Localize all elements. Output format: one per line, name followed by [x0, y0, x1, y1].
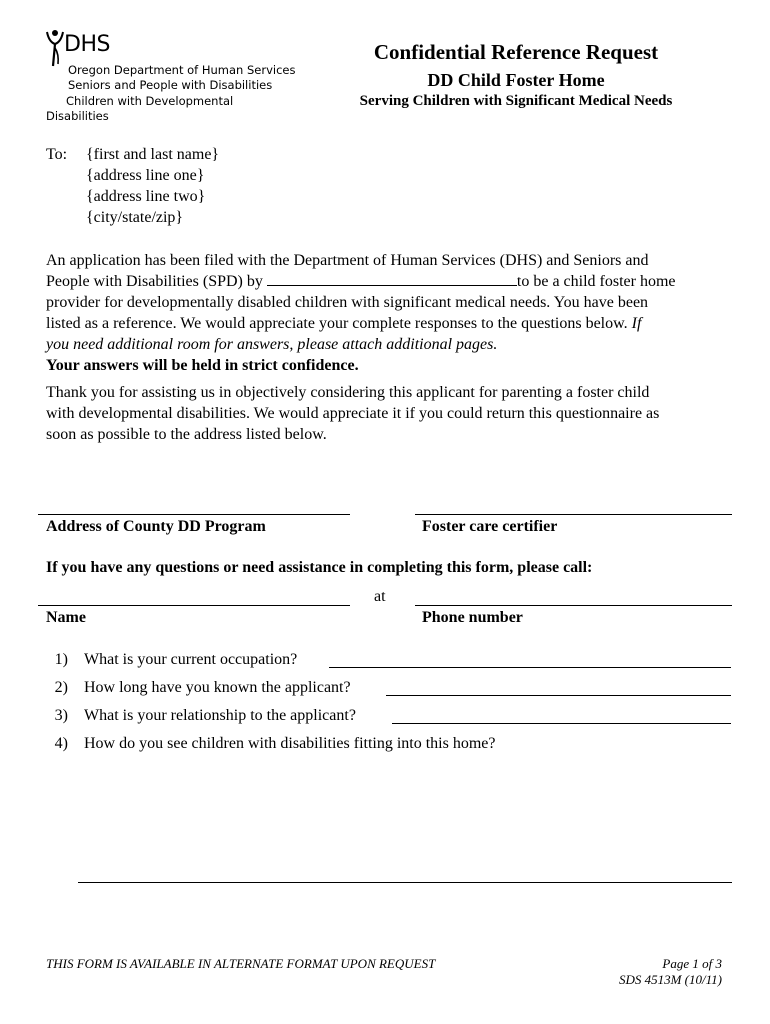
alternate-format-notice: THIS FORM IS AVAILABLE IN ALTERNATE FORMAT UPON REQUEST: [46, 956, 436, 971]
question-4: [46, 735, 736, 755]
question-text: What is your relationship to the applicant?: [84, 707, 356, 724]
answer-line-4[interactable]: [78, 882, 732, 883]
answer-area-4[interactable]: [78, 760, 732, 880]
phone-label: Phone number: [422, 609, 523, 626]
intro-line-2-start: People with Disabilities (SPD) by: [46, 273, 263, 290]
assistance-heading: If you have any questions or need assistance in completing this form, please call:: [46, 559, 593, 576]
name-label: Name: [46, 609, 86, 626]
question-1: [46, 651, 736, 671]
applicant-name-blank[interactable]: [267, 271, 517, 286]
certifier-line[interactable]: [415, 514, 732, 515]
intro-line-4: [46, 313, 736, 334]
thanks-line-1: Thank you for assisting us in objectively considering this applicant for parenting a foster child: [46, 384, 650, 401]
form-title: Confidential Reference Request: [373, 40, 659, 64]
address-line-one: {address line one}: [86, 167, 205, 184]
intro-line-3: provider for developmentally disabled children with significant medical needs. You have been: [46, 294, 649, 311]
question-text: How long have you known the applicant?: [84, 679, 351, 696]
address-name: {first and last name}: [86, 146, 220, 163]
question-number: 4): [54, 735, 68, 752]
agency-line-2: Seniors and People with Disabilities: [68, 78, 273, 92]
thanks-line-2: with developmental disabilities. We would appreciate it if you could return this questionnaire as: [46, 405, 660, 422]
confidence-note: Your answers will be held in strict confidence.: [46, 357, 359, 374]
intro-line-4-text: listed as a reference. We would appreciate your complete responses to the questions below.: [46, 315, 628, 332]
answer-line-2[interactable]: [386, 695, 731, 696]
question-2: [46, 679, 736, 699]
intro-line-5: [46, 334, 736, 355]
county-address-label: Address of County DD Program: [46, 518, 266, 535]
logo-text: DHS: [64, 32, 110, 57]
at-label: at: [374, 588, 386, 605]
intro-paragraph: [46, 250, 736, 376]
intro-line-4-italic: If: [631, 315, 642, 332]
phone-number-line[interactable]: [415, 605, 732, 606]
form-tagline: Serving Children with Significant Medical Needs: [359, 93, 673, 109]
address-line-two: {address line two}: [86, 188, 206, 205]
contact-name-line[interactable]: [38, 605, 350, 606]
thanks-paragraph: [46, 382, 736, 445]
question-number: 2): [54, 679, 68, 696]
question-text: What is your current occupation?: [84, 651, 298, 668]
intro-line-1: An application has been filed with the Department of Human Services (DHS) and Seniors and: [46, 252, 649, 269]
agency-line-1: Oregon Department of Human Services: [68, 63, 296, 77]
page-number: Page 1 of 3: [662, 956, 722, 971]
intro-line-2: [46, 271, 736, 292]
question-3: [46, 707, 736, 727]
intro-line-2-end: to be a child foster home: [516, 273, 676, 290]
question-number: 1): [54, 651, 68, 668]
to-label: To:: [46, 146, 68, 163]
agency-line-4: Disabilities: [46, 109, 109, 123]
question-text: How do you see children with disabilities fitting into this home?: [84, 735, 496, 752]
person-figure-icon: [44, 28, 66, 68]
agency-line-3: Children with Developmental: [66, 94, 234, 108]
answer-line-1[interactable]: [329, 667, 731, 668]
question-number: 3): [54, 707, 68, 724]
form-subtitle: DD Child Foster Home: [427, 70, 605, 90]
certifier-label: Foster care certifier: [422, 518, 558, 535]
form-code: SDS 4513M (10/11): [618, 972, 722, 987]
thanks-line-3: soon as possible to the address listed below.: [46, 426, 327, 443]
address-city-state-zip: {city/state/zip}: [86, 209, 184, 226]
additional-pages-note: you need additional room for answers, please attach additional pages.: [46, 336, 498, 353]
county-address-line[interactable]: [38, 514, 350, 515]
answer-line-3[interactable]: [392, 723, 731, 724]
